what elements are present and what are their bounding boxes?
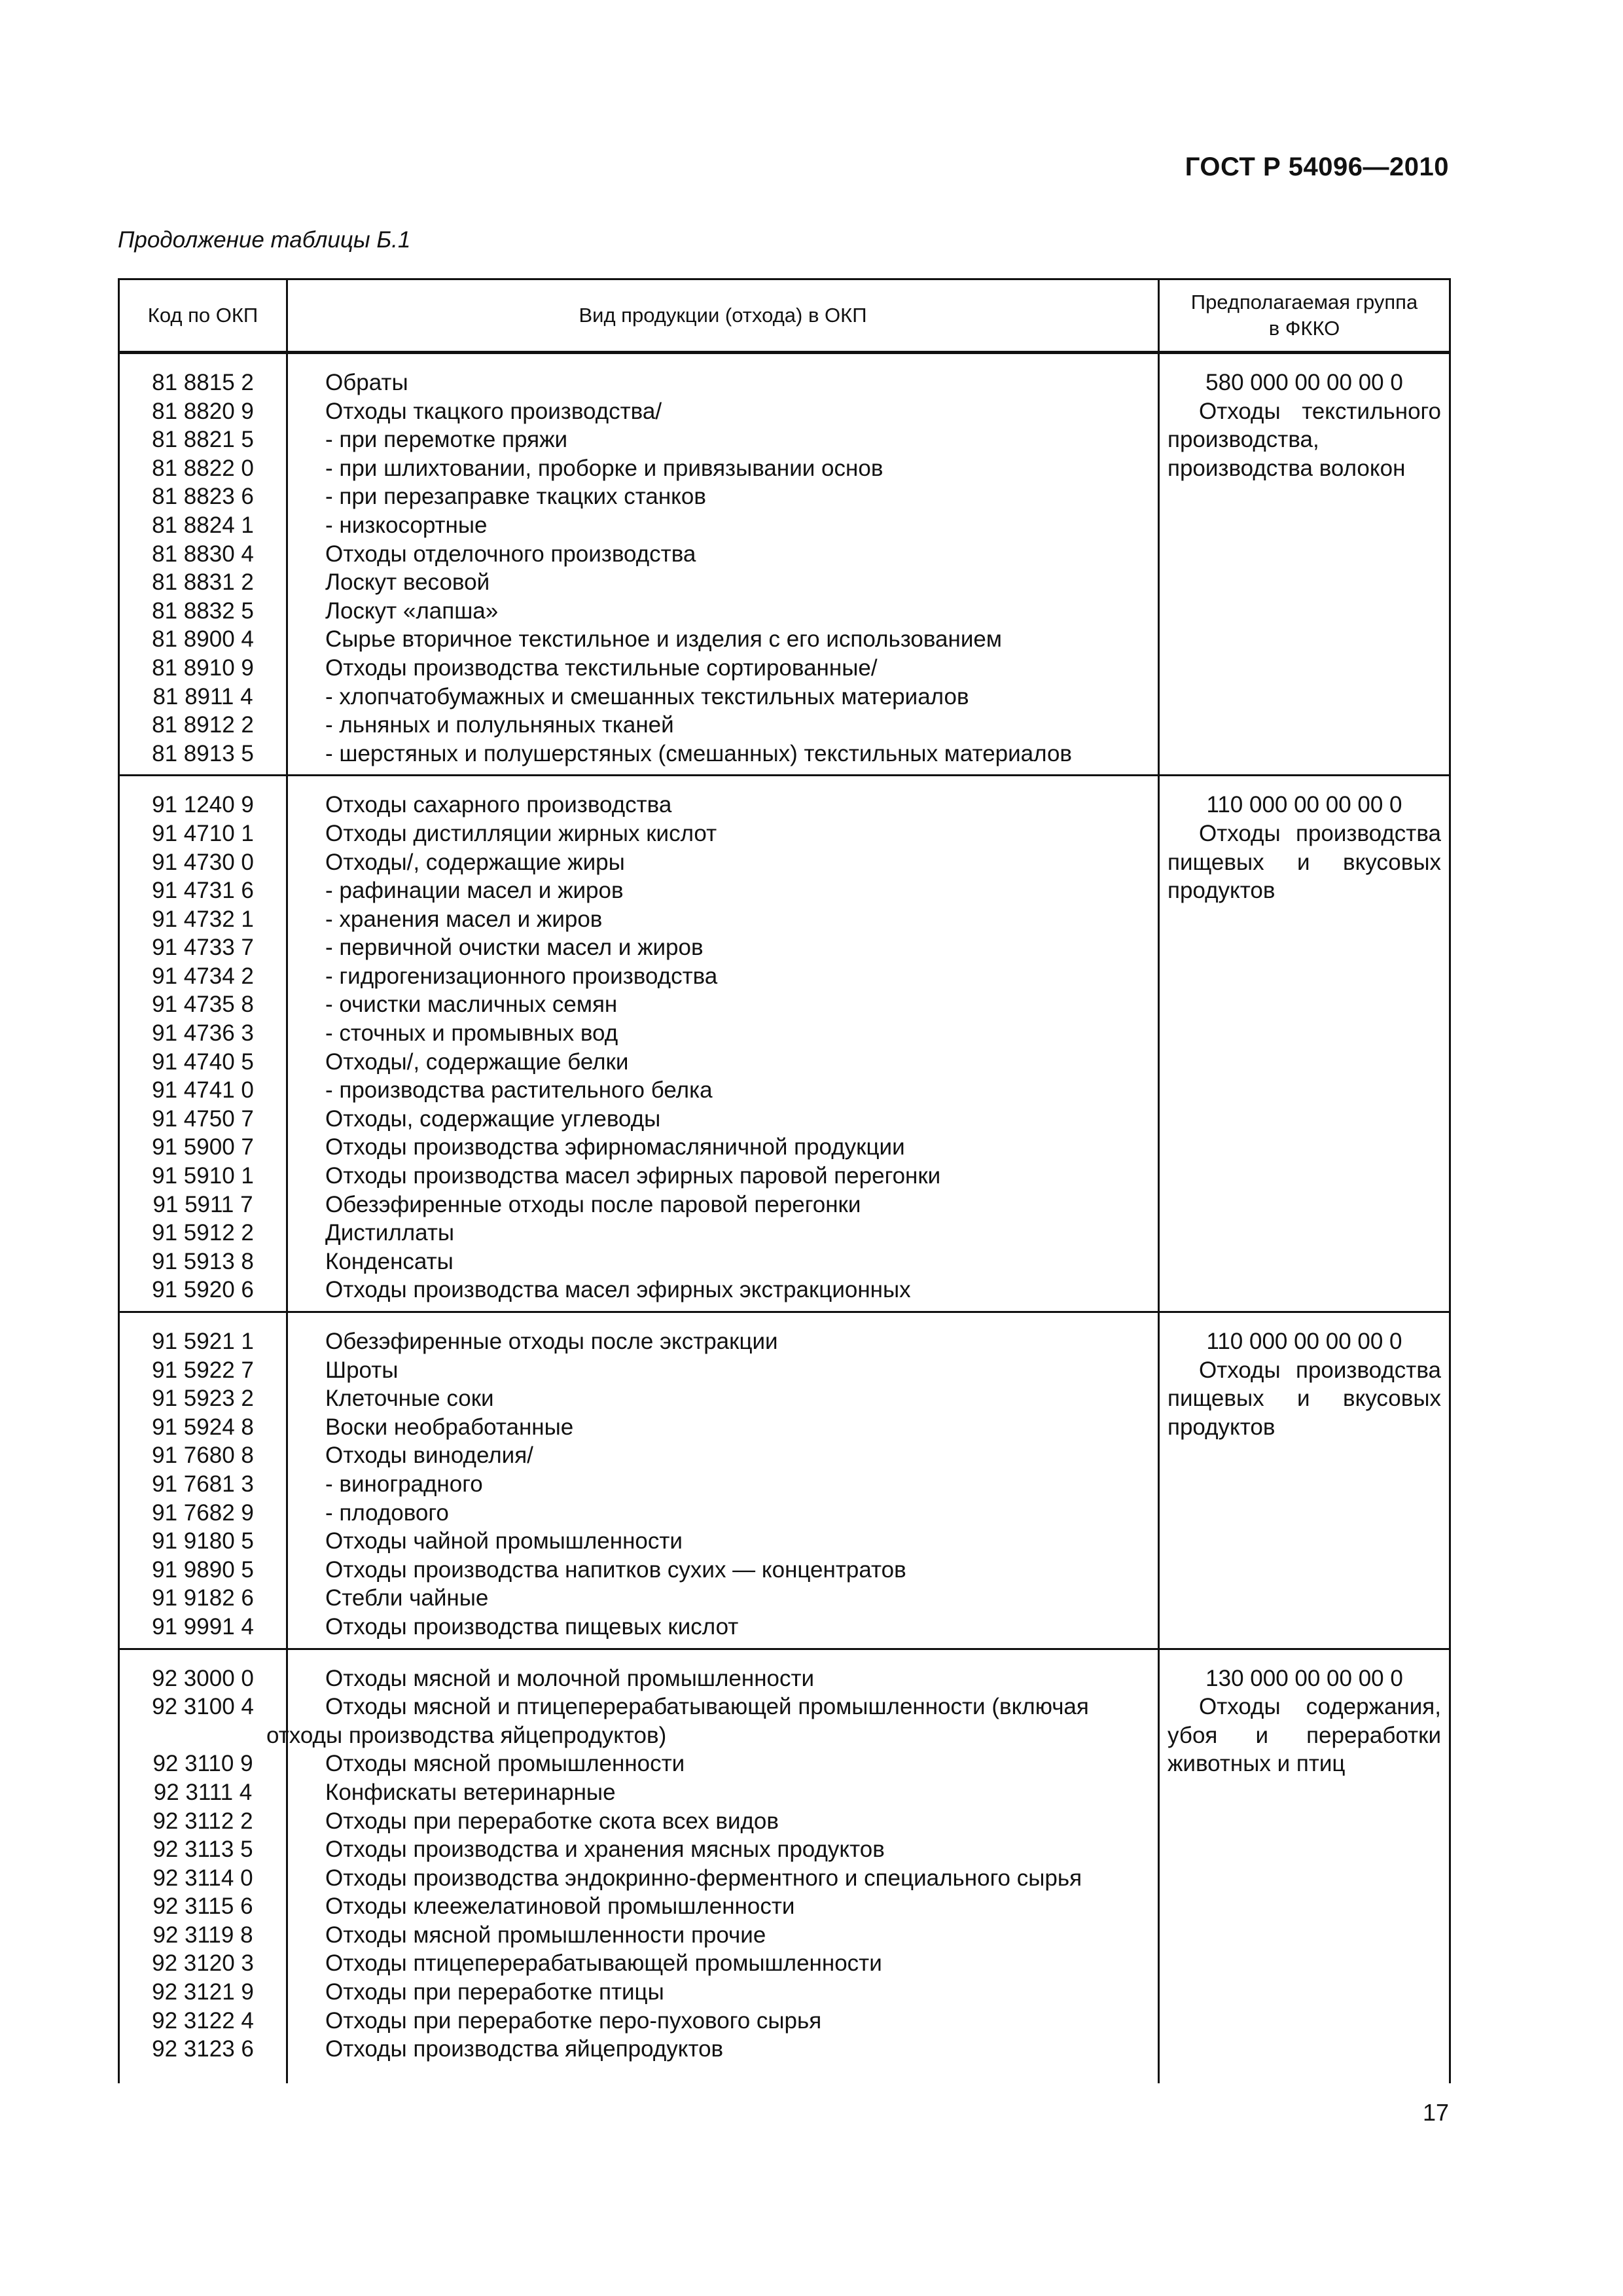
product-name: Отходы мясной и птицеперерабатывающей промышленности (включая: [325, 1694, 1089, 1720]
product-name: Обезэфиренные отходы после экстракции: [325, 1329, 778, 1354]
okp-code: 91 5923 2: [152, 1386, 254, 1412]
okp-code-cell: [119, 776, 287, 1312]
fkko-description: Отходы производства пищевых и вкусовых продуктов: [1168, 820, 1441, 904]
product-name: - первичной очистки масел и жиров: [325, 935, 704, 961]
fkko-code: 580 000 00 00 00 0: [1205, 370, 1403, 395]
product-name: - хлопчатобумажных и смешанных текстильных материалов: [325, 683, 969, 709]
okp-code: 81 8824 1: [152, 512, 254, 538]
fkko-code: 130 000 00 00 00 0: [1205, 1665, 1403, 1691]
okp-code: 92 3112 2: [152, 1808, 253, 1834]
okp-code: 92 3119 8: [152, 1922, 253, 1948]
product-name: Отходы производства и хранения мясных продуктов: [325, 1837, 885, 1863]
product-name: Отходы мясной промышленности: [325, 1751, 685, 1777]
okp-code: 92 3111 4: [153, 1779, 253, 1805]
okp-code: 81 8823 6: [152, 484, 254, 510]
product-name: Отходы виноделия/: [325, 1443, 533, 1469]
product-name-cell: [287, 353, 1159, 776]
product-name: Конфискаты ветеринарные: [325, 1779, 616, 1805]
fkko-code: 110 000 00 00 00 0: [1206, 1329, 1402, 1354]
fkko-description: Отходы производства пищевых и вкусовых продуктов: [1168, 1357, 1441, 1440]
header-fkko-group: [1159, 279, 1450, 353]
okp-code: 91 5922 7: [152, 1357, 254, 1383]
okp-code: 81 8900 4: [152, 626, 254, 653]
okp-code: 81 8821 5: [152, 427, 254, 453]
okp-code: 81 8832 5: [152, 598, 254, 624]
product-name: - низкосортные: [325, 512, 488, 538]
okp-code: 91 5910 1: [152, 1163, 254, 1189]
product-name: Отходы/, содержащие белки: [325, 1049, 629, 1075]
product-name: - льняных и полульняных тканей: [325, 712, 674, 738]
header-product-type: Вид продукции (отхода) в ОКП: [287, 279, 1159, 353]
product-name: Стебли чайные: [325, 1585, 489, 1611]
product-name: Отходы мясной промышленности прочие: [325, 1922, 766, 1948]
fkko-group-cell: [1159, 776, 1450, 1312]
okp-code: 91 5911 7: [152, 1191, 253, 1217]
okp-code: 91 4731 6: [152, 878, 254, 904]
product-name: Сырье вторичное текстильное и изделия с его использованием: [325, 626, 1002, 653]
okp-code: 91 5913 8: [152, 1248, 254, 1274]
table-header-row: [119, 279, 1450, 353]
product-name: Отходы сахарного производства: [325, 792, 672, 818]
product-name: Отходы при переработке перо-пухового сырья: [325, 2007, 822, 2034]
okp-code: 81 8911 4: [152, 683, 253, 709]
product-name: - при шлихтовании, проборке и привязывании основ: [325, 455, 883, 481]
okp-code: 91 7682 9: [152, 1499, 254, 1526]
okp-code: 92 3000 0: [152, 1665, 254, 1691]
fkko-description: Отходы текстильного производства, производства волокон: [1168, 398, 1441, 481]
okp-code: 91 5912 2: [152, 1220, 254, 1246]
okp-code: 92 3123 6: [152, 2036, 254, 2062]
page-number: 17: [1422, 2099, 1449, 2126]
product-name: - хранения масел и жиров: [325, 906, 603, 932]
table-caption: Продолжение таблицы Б.1: [118, 227, 411, 253]
okp-code: 91 5921 1: [152, 1329, 254, 1354]
product-name-continuation: отходы производства яйцепродуктов): [266, 1722, 667, 1748]
product-name: Отходы мясной и молочной промышленности: [325, 1665, 815, 1691]
fkko-group-cell: [1159, 1649, 1450, 2083]
okp-code: 81 8913 5: [152, 740, 254, 766]
okp-code: 91 4733 7: [152, 935, 254, 961]
product-name: - при перезаправке ткацких станков: [325, 484, 706, 510]
product-name: - виноградного: [325, 1471, 483, 1497]
okp-code: 91 5924 8: [152, 1414, 254, 1440]
okp-code: 92 3120 3: [152, 1950, 254, 1977]
okp-code: 92 3121 9: [152, 1979, 254, 2005]
okp-code: 92 3122 4: [152, 2007, 254, 2034]
okp-code: 91 4736 3: [152, 1020, 254, 1047]
okp-code: 91 9890 5: [152, 1556, 254, 1583]
table-group-row: [119, 353, 1450, 776]
okp-code: 92 3110 9: [152, 1751, 253, 1777]
table-group-row: [119, 776, 1450, 1312]
okp-code: 91 4750 7: [152, 1105, 254, 1132]
product-name: Конденсаты: [325, 1248, 454, 1274]
product-name-cell: [287, 1312, 1159, 1649]
product-name: Отходы дистилляции жирных кислот: [325, 820, 717, 846]
product-name: Отходы птицеперерабатывающей промышленности: [325, 1950, 882, 1977]
product-name: Обезэфиренные отходы после паровой перегонки: [325, 1191, 861, 1217]
table-body: [119, 353, 1450, 2083]
product-name: - производства растительного белка: [325, 1077, 713, 1103]
product-name: Отходы при переработке скота всех видов: [325, 1808, 779, 1834]
okp-code: 81 8831 2: [152, 569, 254, 596]
table-group-row: [119, 1312, 1450, 1649]
okp-code: 81 8910 9: [152, 655, 254, 681]
table-group-row: [119, 1649, 1450, 2083]
okp-code: 92 3115 6: [152, 1893, 253, 1920]
okp-code: 91 7680 8: [152, 1443, 254, 1469]
product-name: - рафинации масел и жиров: [325, 878, 624, 904]
header-okp-code: Код по ОКП: [119, 279, 287, 353]
product-name: Шроты: [325, 1357, 399, 1383]
okp-code: 91 4734 2: [152, 963, 254, 989]
product-name: Отходы производства текстильные сортированные/: [325, 655, 878, 681]
product-name: Отходы производства эфирномасляничной продукции: [325, 1134, 905, 1160]
product-name: - при перемотке пряжи: [325, 427, 568, 453]
okp-code: 91 4710 1: [152, 820, 254, 846]
okp-code: 91 9180 5: [152, 1528, 254, 1554]
product-name: - шерстяных и полушерстяных (смешанных) текстильных материалов: [325, 740, 1073, 766]
okp-code: 81 8830 4: [152, 541, 254, 567]
okp-code: 91 5900 7: [152, 1134, 254, 1160]
okp-code: 81 8822 0: [152, 455, 254, 481]
okp-code: 91 1240 9: [152, 792, 254, 818]
product-name: Отходы производства пищевых кислот: [325, 1613, 739, 1640]
product-name: Лоскут «лапша»: [325, 598, 499, 624]
product-name: Дистиллаты: [325, 1220, 455, 1246]
product-name: Отходы при переработке птицы: [325, 1979, 664, 2005]
product-name-cell: [287, 776, 1159, 1312]
okp-code-cell: [119, 353, 287, 776]
waste-classification-table: [118, 278, 1451, 2083]
okp-code: 81 8815 2: [152, 370, 254, 395]
header-fkko-line1: Предполагаемая группа: [1190, 291, 1418, 314]
okp-code: 91 4741 0: [152, 1077, 254, 1103]
okp-code: 92 3100 4: [152, 1694, 254, 1720]
product-name: Отходы клеежелатиновой промышленности: [325, 1893, 795, 1920]
product-name: Обраты: [325, 370, 408, 395]
okp-code: 91 4735 8: [152, 992, 254, 1018]
okp-code: 92 3113 5: [152, 1837, 253, 1863]
document-id: ГОСТ Р 54096—2010: [1185, 152, 1449, 181]
fkko-description: Отходы содержания, убоя и переработки животных и птиц: [1168, 1694, 1441, 1777]
okp-code: 91 7681 3: [152, 1471, 254, 1497]
product-name: Отходы/, содержащие жиры: [325, 849, 625, 875]
product-name: - очистки масличных семян: [325, 992, 618, 1018]
product-name: Клеточные соки: [325, 1386, 494, 1412]
fkko-code: 110 000 00 00 00 0: [1206, 792, 1402, 818]
product-name: - сточных и промывных вод: [325, 1020, 618, 1047]
product-name: Отходы производства масел эфирных экстракционных: [325, 1277, 911, 1303]
okp-code: 81 8912 2: [152, 712, 254, 738]
okp-code: 81 8820 9: [152, 398, 254, 424]
okp-code: 91 4740 5: [152, 1049, 254, 1075]
okp-code: 91 5920 6: [152, 1277, 254, 1303]
fkko-group-cell: [1159, 353, 1450, 776]
okp-code-cell: [119, 1649, 287, 2083]
product-name: Отходы производства напитков сухих — концентратов: [325, 1556, 906, 1583]
okp-code: 91 4732 1: [152, 906, 254, 932]
product-name: Лоскут весовой: [325, 569, 490, 596]
product-name: Воски необработанные: [325, 1414, 574, 1440]
product-name: Отходы, содержащие углеводы: [325, 1105, 661, 1132]
product-name-cell: [266, 1649, 1159, 2083]
product-name: Отходы чайной промышленности: [325, 1528, 683, 1554]
okp-code: 91 4730 0: [152, 849, 254, 875]
product-name: Отходы производства масел эфирных паровой перегонки: [325, 1163, 941, 1189]
header-fkko-line2: в ФККО: [1268, 317, 1340, 340]
okp-code: 91 9182 6: [152, 1585, 254, 1611]
okp-code: 92 3114 0: [152, 1865, 253, 1891]
okp-code: 91 9991 4: [152, 1613, 254, 1640]
fkko-group-cell: [1159, 1312, 1450, 1649]
product-name: Отходы отделочного производства: [325, 541, 696, 567]
okp-code-cell: [119, 1312, 287, 1649]
product-name: - плодового: [325, 1499, 449, 1526]
product-name: Отходы ткацкого производства/: [325, 398, 662, 424]
product-name: - гидрогенизационного производства: [325, 963, 718, 989]
product-name: Отходы производства яйцепродуктов: [325, 2036, 724, 2062]
product-name: Отходы производства эндокринно-ферментного и специального сырья: [325, 1865, 1082, 1891]
